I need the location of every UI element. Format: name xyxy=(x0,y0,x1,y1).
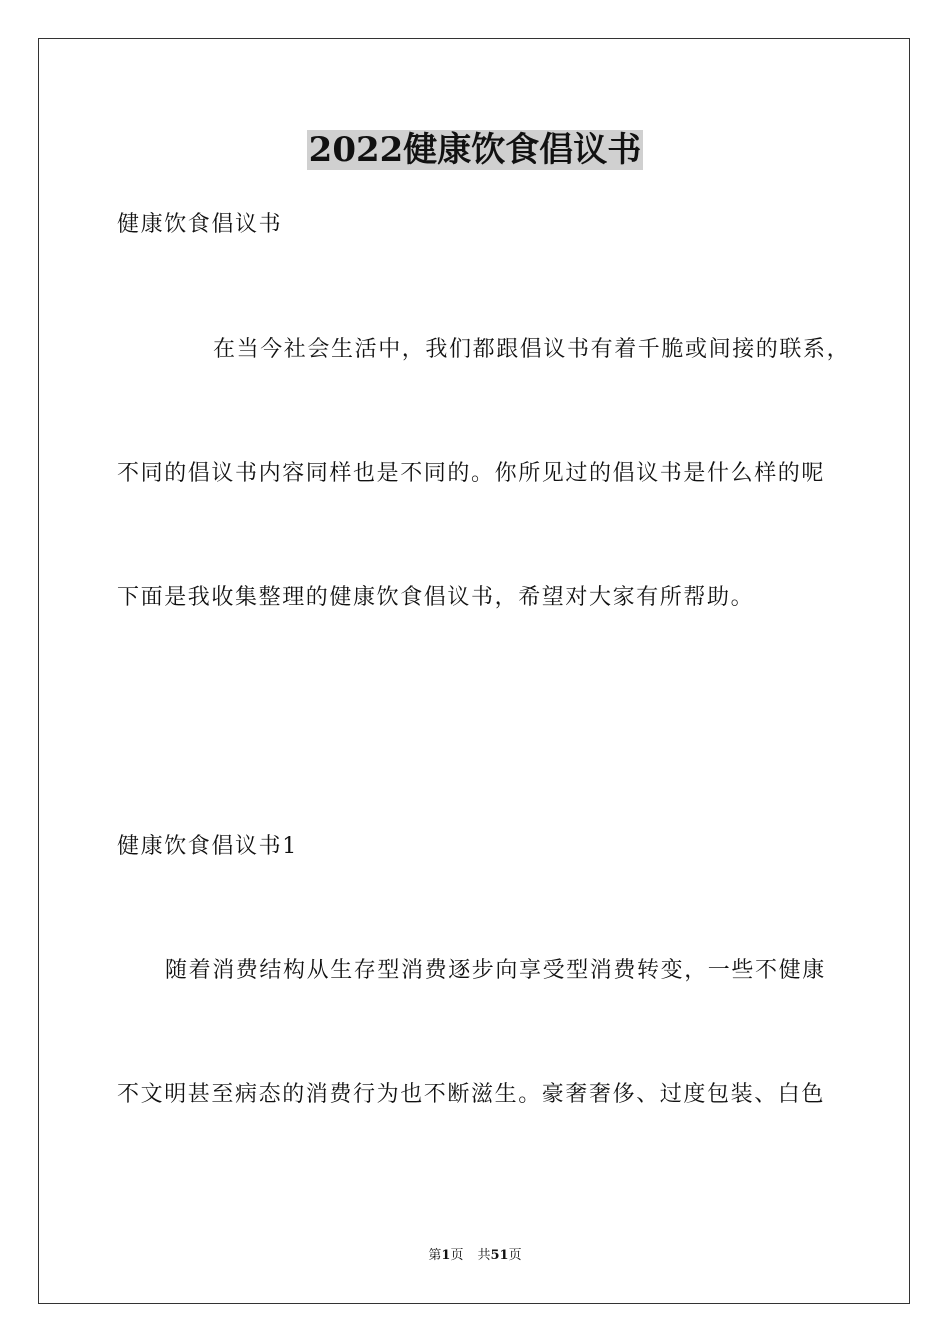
section-1-heading: 健康饮食倡议书1 xyxy=(117,834,298,859)
footer-total-prefix: 共 xyxy=(477,1248,491,1263)
footer-page-prefix: 第 xyxy=(428,1248,442,1263)
page-footer xyxy=(0,1247,950,1265)
section-1-line-1: 随着消费结构从生存型消费逐步向享受型消费转变，一些不健康 xyxy=(165,958,826,983)
intro-paragraph-line-3: 下面是我收集整理的健康饮食倡议书，希望对大家有所帮助。 xyxy=(117,585,755,610)
document-title-text: 2022健康饮食倡议书 xyxy=(308,130,642,170)
section-1-line-2: 不文明甚至病态的消费行为也不断滋生。豪奢奢侈、过度包装、白色 xyxy=(117,1082,826,1107)
footer-current-page: 1 xyxy=(441,1248,451,1263)
intro-paragraph-line-1: 在当今社会生活中，我们都跟倡议书有着千脆或间接的联系， xyxy=(213,337,851,362)
intro-paragraph-line-2: 不同的倡议书内容同样也是不同的。你所见过的倡议书是什么样的呢 xyxy=(117,461,826,486)
footer-total-suffix: 页 xyxy=(508,1248,522,1263)
document-heading: 健康饮食倡议书 xyxy=(117,212,283,237)
footer-total-pages: 51 xyxy=(490,1248,509,1263)
footer-page-suffix: 页 xyxy=(450,1248,464,1263)
document-title xyxy=(0,126,950,174)
